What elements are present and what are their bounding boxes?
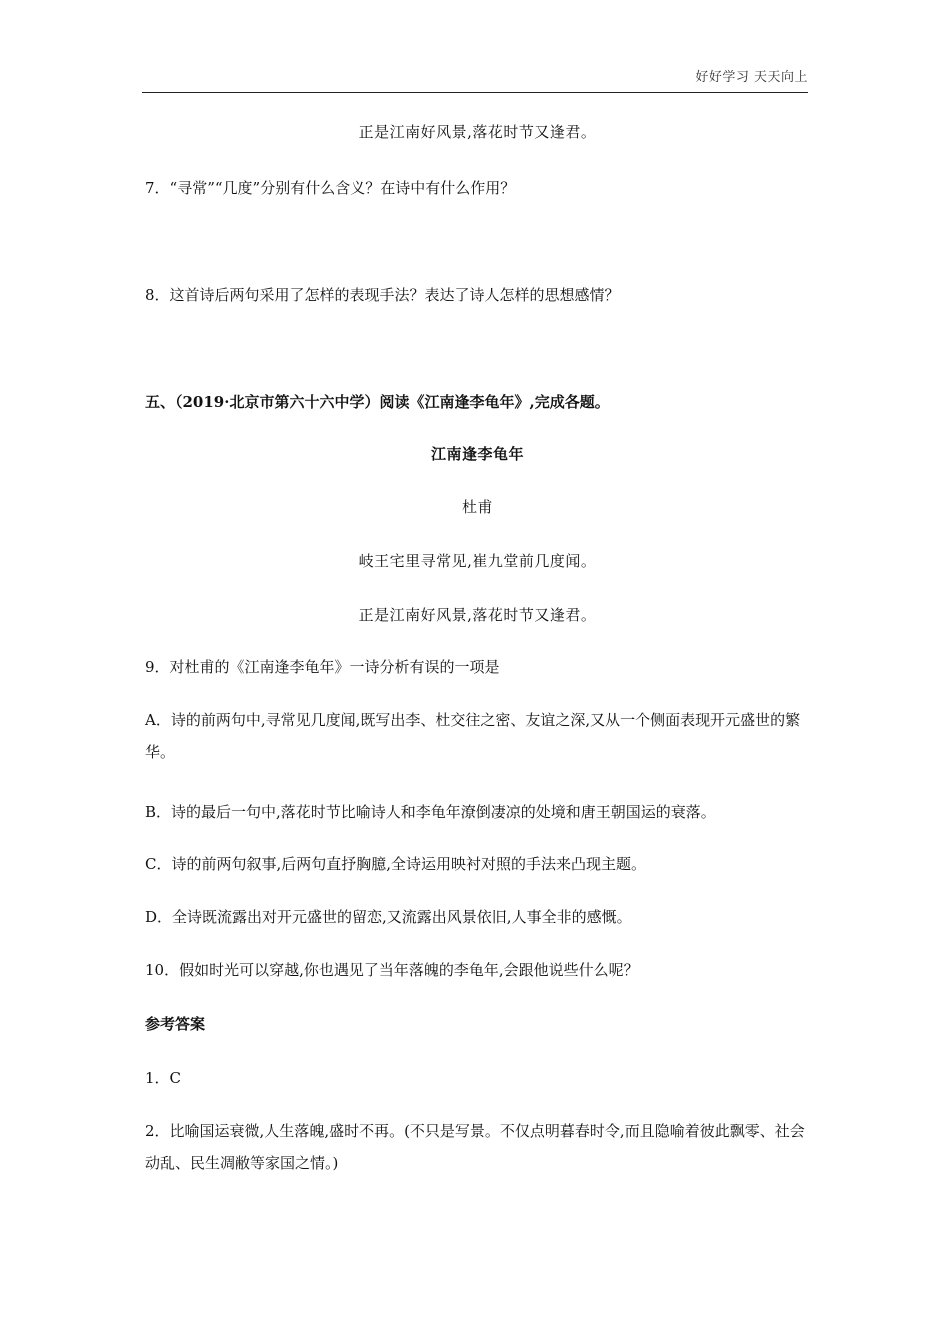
question-9-stem: 9．对杜甫的《江南逢李龟年》一诗分析有误的一项是 bbox=[145, 658, 500, 676]
poem-author: 杜甫 bbox=[461, 498, 493, 516]
question-8: 8．这首诗后两句采用了怎样的表现手法？表达了诗人怎样的思想感情？ bbox=[145, 286, 620, 304]
answer-1: 1．C bbox=[145, 1069, 182, 1087]
question-10: 10．假如时光可以穿越,你也遇见了当年落魄的李龟年,会跟他说些什么呢？ bbox=[145, 961, 639, 979]
question-7: 7．“寻常”“几度”分别有什么含义？在诗中有什么作用？ bbox=[145, 179, 516, 197]
section-5-heading: 五、（2019·北京市第六十六中学）阅读《江南逢李龟年》,完成各题。 bbox=[145, 393, 610, 411]
question-9-option-c: C．诗的前两句叙事,后两句直抒胸臆,全诗运用映衬对照的手法来凸现主题。 bbox=[145, 855, 647, 873]
answers-heading: 参考答案 bbox=[145, 1015, 206, 1033]
question-9-option-d: D．全诗既流露出对开元盛世的留恋,又流露出风景依旧,人事全非的感慨。 bbox=[145, 908, 632, 926]
question-9-option-b: B．诗的最后一句中,落花时节比喻诗人和李龟年潦倒凄凉的处境和唐王朝国运的衰落。 bbox=[145, 803, 716, 821]
page-header bbox=[142, 62, 808, 93]
answer-2: 2．比喻国运衰微,人生落魄,盛时不再。(不只是写景。不仅点明暮春时令,而且隐喻着彼此飘零、社会动乱、民生凋敝等家国之情。) bbox=[145, 1122, 805, 1172]
poem-line-1: 岐王宅里寻常见,崔九堂前几度闻。 bbox=[358, 552, 597, 570]
header-slogan: 好好学习 天天向上 bbox=[695, 70, 808, 85]
poem-line-2: 正是江南好风景,落花时节又逢君。 bbox=[358, 606, 597, 624]
poem-title: 江南逢李龟年 bbox=[430, 445, 524, 463]
top-poem-line: 正是江南好风景,落花时节又逢君。 bbox=[358, 123, 597, 141]
question-9-option-a: A．诗的前两句中,寻常见几度闻,既写出李、杜交往之密、友谊之深,又从一个侧面表现开元盛世的繁华。 bbox=[145, 711, 801, 761]
